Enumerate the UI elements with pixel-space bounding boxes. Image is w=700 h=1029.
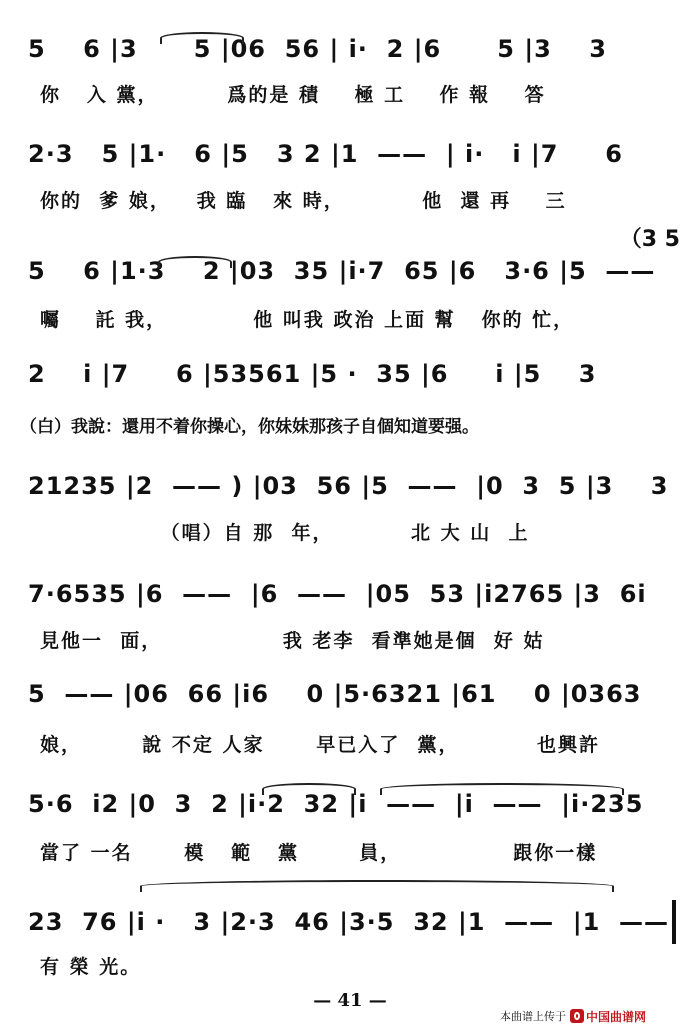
notation-line-5: 21235 |2 —— ) |03 56 |5 —— |0 3 5 |3 3 — [28, 472, 669, 500]
lyric-line-1: 你 入 黨， 爲的是 積 極 工 作 報 答 — [40, 84, 546, 106]
lyric-line-2: 你的 爹 娘， 我 臨 來 時， 他 還 再 三 — [40, 190, 567, 212]
tie-mark — [160, 32, 244, 44]
notation-line-7: 5 —— |06 66 |i6 0 |5·6321 |61 0 |0363 — [28, 680, 642, 708]
site-credit — [500, 1006, 695, 1026]
logo-icon — [570, 1009, 584, 1023]
spoken-dialogue: （白）我說：還用不着你操心，你妹妹那孩子自個知道要强。 — [20, 417, 479, 437]
notation-line-1: 5 6 |3 5 |06 56 | i· 2 |6 5 |3 3 — [28, 35, 607, 63]
notation-line-3: 5 6 |1·3 2 |03 35 |i·7 65 |6 3·6 |5 —— — [28, 257, 656, 285]
lyric-line-3: 囑 託 我， 他 叫我 政治 上面 幫 你的 忙， — [40, 309, 575, 331]
tie-mark — [262, 783, 356, 795]
notation-line-9: 23 76 |i · 3 |2·3 46 |3·5 32 |1 —— |1 —— — [28, 908, 670, 936]
notation-line-2: 2·3 5 |1· 6 |5 3 2 |1 —— | i· i |7 6 — [28, 140, 623, 168]
notation-line-6: 7·6535 |6 —— |6 —— |05 53 |i2765 |3 6i — [28, 580, 647, 608]
bracket-notation-fragment: （3 5 — [619, 227, 680, 252]
notation-line-4: 2 i |7 6 |53561 |5 · 35 |6 i |5 3 — [28, 360, 597, 388]
credit-text: 本曲谱上传于 — [500, 1010, 566, 1023]
site-logo — [570, 1008, 646, 1025]
lyric-line-6: 見他一 面， 我 老李 看準她是個 好 姑 — [40, 630, 545, 652]
lyric-line-8: 當了 一名 模 範 黨 員， 跟你一樣 — [40, 842, 598, 864]
lyric-line-7: 娘， 說 不定 人家 早已入了 黨， 也興許 — [40, 734, 600, 756]
logo-text: 中国曲谱网 — [586, 1009, 647, 1024]
page-number: — 41 — — [313, 990, 387, 1011]
final-barline — [672, 900, 676, 944]
notation-line-8: 5·6 i2 |0 3 2 |i·2 32 |i —— |i —— |i·235 — [28, 790, 644, 818]
tie-mark — [380, 783, 624, 795]
tie-mark — [140, 880, 614, 892]
lyric-line-5: （唱）自 那 年， 北 大 山 上 — [40, 522, 530, 544]
tie-mark — [158, 256, 232, 268]
lyric-line-9: 有 榮 光。 — [40, 956, 142, 978]
